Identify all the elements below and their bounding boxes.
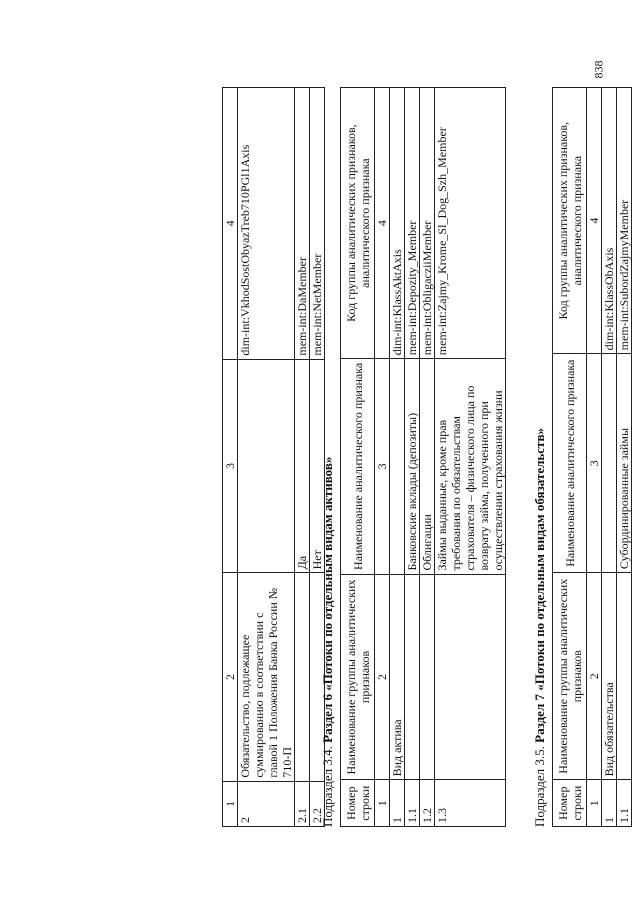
table-cell: dim-int:KlassAktAxis [390,88,405,359]
table-cell: mem-int:Depozity_Member [405,88,420,359]
table-cell: Обязательство, подлежащее суммированию в соответствии с главой 1 Положения Банка России № 710-П [238,573,295,781]
table-cell: 2.1 [295,781,310,826]
column-header: Код группы аналитических признаков, аналитического признака [341,88,375,359]
section-title: Раздел 7 «Потоки по отдельным видам обязательств» [532,428,547,743]
table-cell: 1 [390,780,405,827]
table-cell [390,359,405,574]
table-cell: Вид актива [390,574,405,780]
table-liabilities [552,87,632,827]
table-number-row [375,88,390,827]
column-header: Код группы аналитических признаков, аналитического признака [553,88,587,354]
section-title: Раздел 6 «Потоки по отдельным видам активов» [320,456,335,743]
table-cell: 2 [587,573,602,780]
table-cell: 1.1 [617,780,632,827]
column-header: Наименование аналитического признака [553,354,587,573]
column-header: Наименование группы аналитических признаков [553,573,587,780]
section-heading [532,428,548,827]
table-cell: 2 [238,781,295,826]
table-row [617,88,632,827]
table-header-row [553,88,587,827]
table-number-row [587,88,602,827]
table-row [602,88,617,827]
table-cell: dim-int:VkhodSostObyazTreb710PGl1Axis [238,88,295,360]
table-cell [420,574,435,780]
table-row [405,88,420,827]
table-row [420,88,435,827]
table-cell [238,359,295,573]
section-prefix: Подраздел 3.4. [320,746,335,827]
table-cell [602,354,617,573]
table-cell: 1 [602,780,617,827]
table-cell: 4 [375,88,390,359]
table-cell: Займы выданные, кроме прав требования по обязательствам страхователя – физического лица по возврату займа, полученного при осуществлении страхования жизни [435,359,506,574]
table-cell: mem-int:NetMember [310,88,325,360]
table-cell: 1 [375,780,390,827]
section-heading [320,457,336,827]
table-cell: 3 [587,354,602,573]
table-cell: 1.1 [405,780,420,827]
table-cell: mem-int:SubordZajmyMember [617,88,632,354]
table-cell: Облигации [420,359,435,574]
table-row [238,88,295,827]
table-cell: 1 [223,781,238,826]
table-cell: Банковские вклады (депозиты) [405,359,420,574]
table-cell: Вид обязательства [602,573,617,780]
table-cell: 1.2 [420,780,435,827]
column-header: Номер строки [341,780,375,827]
column-header: Номер строки [553,780,587,827]
table-cell: mem-int:ObligacziiMember [420,88,435,359]
table-cell [295,573,310,781]
table-cell: dim-int:KlassObAxis [602,88,617,354]
table-row [435,88,506,827]
table-cell [617,573,632,780]
table-assets [340,87,506,827]
table-cell: 1 [587,780,602,827]
table-cell: mem-int:DaMember [295,88,310,360]
section-prefix: Подраздел 3.5. [532,746,547,827]
table-cell: 3 [223,359,238,573]
table-cell: 2.2 [310,781,325,826]
table-cell: 2 [375,574,390,780]
table-cell: Субординированные займы [617,354,632,573]
rotated-content [222,67,640,847]
table-cell: 2 [223,573,238,781]
table-cell: Да [295,359,310,573]
table-row [390,88,405,827]
table-cell [405,574,420,780]
table-continuation [222,87,325,827]
table-header-row [341,88,375,827]
table-cell: Нет [310,359,325,573]
column-header: Наименование группы аналитических признаков [341,574,375,780]
table-cell: 3 [375,359,390,574]
column-header: Наименование аналитического признака [341,359,375,574]
table-row [295,88,310,827]
table-cell: 4 [587,88,602,354]
table-cell: 4 [223,88,238,360]
table-cell: 1.3 [435,780,506,827]
table-cell [435,574,506,780]
table-cell: mem-int:Zajmy_Krome_Sl_Dog_Szh_Member [435,88,506,359]
page-number: 838 [591,60,606,79]
table-number-row [223,88,238,827]
